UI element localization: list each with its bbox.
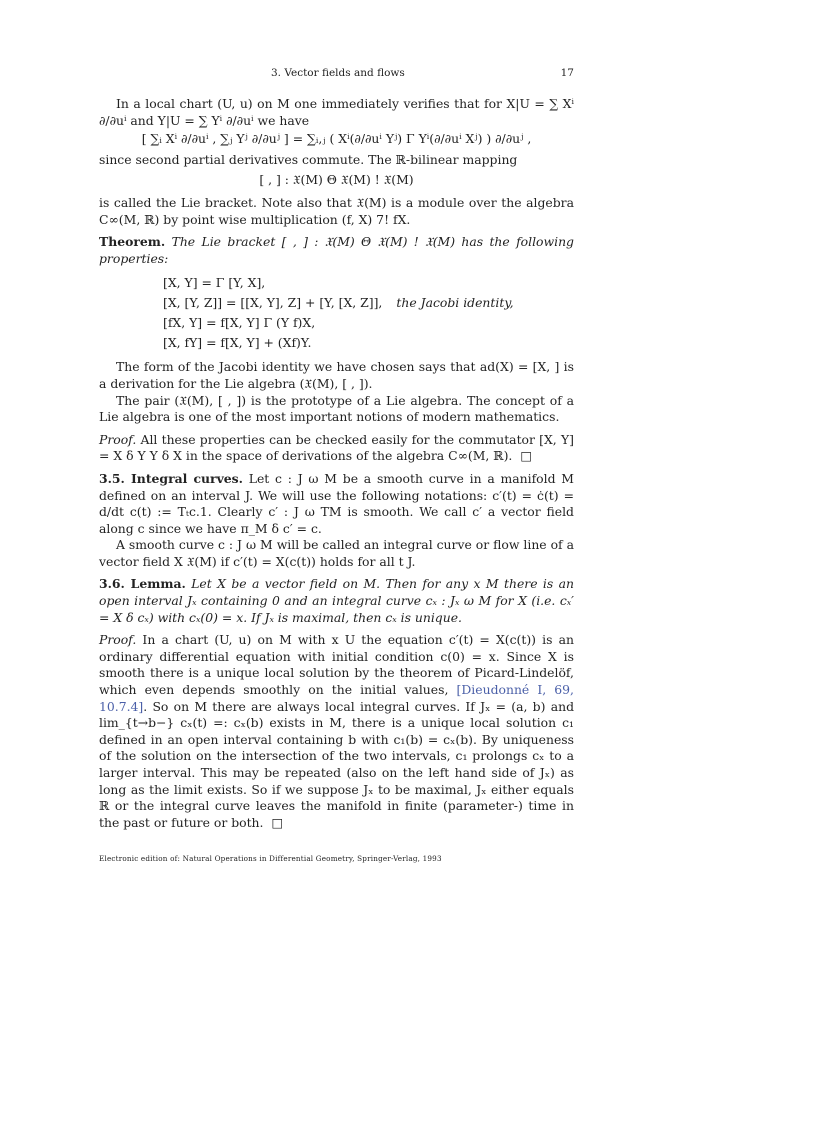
theorem-text: The Lie bracket [ , ] : 𝔛(M) Θ 𝔛(M) ! 𝔛(M) has the following properties: — [99, 234, 574, 266]
paragraph-lie-bracket: is called the Lie bracket. Note also that 𝔛(M) is a module over the algebra C∞(M, ℝ) by point wise multiplication (f, X) 7! fX. — [99, 194, 574, 227]
property-antisymmetry: [X, Y] = Γ [Y, X], — [163, 275, 266, 291]
paragraph-lie-algebra: The pair (𝔛(M), [ , ]) is the prototype of a Lie algebra. The concept of a Lie algebra is one of the most important notions of modern mathematics. — [99, 392, 574, 425]
lemma — [99, 576, 574, 626]
jacobi-formula: [X, [Y, Z]] = [[X, Y], Z] + [Y, [X, Z]], — [163, 295, 383, 311]
paragraph-integral-curve-def: A smooth curve c : J ω M will be called an integral curve or flow line of a vector field X 𝔛(M) if c′(t) = X(c(t)) holds for all t J. — [99, 537, 574, 569]
paragraph-jacobi-form: The form of the Jacobi identity we have chosen says that ad(X) = [X, ] is a derivation for the Lie algebra (𝔛(M), [ , ]). — [99, 359, 574, 391]
citation-link[interactable]: [Dieudonné I, 69, 10.7.4] — [99, 682, 574, 714]
main-text — [99, 96, 574, 831]
section-integral-curves — [99, 471, 574, 537]
proof-theorem — [99, 432, 574, 465]
proof-text-a: In a chart (U, u) on M with x U the equation c′(t) = X(c(t)) is an ordinary differential equation with initial condition c(0) = x. Since X is smooth there is a unique local solution by the theorem of Picard-Lindelöf, which even depends smoothly on the initial values, — [99, 632, 574, 698]
qed-symbol: □ — [271, 814, 284, 830]
proof-text-b: . So on M there are always local integral curves. If Jₓ = (a, b) and lim_{t→b−} cₓ(t) =: cₓ(b) exists in M, there is a unique local solution c₁ defined in an open interval containing b with c₁(b) = cₓ(b). By uniqueness of the solution on the intersection of the two intervals, c₁ prolongs cₓ to a larger interval. This may be repeated (also on the left hand side of Jₓ) as long as the limit exists. So if we suppose Jₓ to be maximal, Jₓ either equals ℝ or the integral curve leaves the manifold in finite (parameter-) time in the past or future or both. — [99, 698, 574, 830]
property-left-linearity: [fX, Y] = f[X, Y] Γ (Y f)X, — [163, 315, 316, 331]
section-text: Let c : J ω M be a smooth curve in a manifold M defined on an interval J. We will use the following notations: c′(t) = ċ(t) = d/dt c(t) := Tₜc.1. Clearly c′ : J ω TM is smooth. We call c′ a vector field along c since we have π_M δ c′ = c. — [99, 470, 574, 536]
equation-bracket-coordinates: [ ∑ᵢ Xⁱ ∂/∂uⁱ , ∑ⱼ Yʲ ∂/∂uʲ ] = ∑ᵢ,ⱼ ( Xⁱ(∂/∂uⁱ Yʲ) Γ Yⁱ(∂/∂uⁱ Xʲ) ) ∂/∂uʲ , — [141, 131, 532, 147]
theorem-label: Theorem. — [99, 234, 166, 250]
qed-symbol: □ — [520, 448, 533, 464]
section-title: 3. Vector fields and flows — [271, 67, 405, 79]
theorem — [99, 234, 574, 267]
proof-lemma — [99, 632, 574, 831]
proof-label: Proof. — [99, 632, 137, 648]
paragraph-local-chart: In a local chart (U, u) on M one immediately verifies that for X|U = ∑ Xⁱ ∂/∂uⁱ and Y|U = ∑ Yⁱ ∂/∂uⁱ we have — [99, 96, 574, 128]
property-jacobi — [163, 293, 574, 313]
paragraph-bilinear: since second partial derivatives commute. The ℝ-bilinear mapping — [99, 151, 518, 167]
theorem-properties — [163, 273, 574, 353]
jacobi-note: the Jacobi identity, — [396, 295, 514, 311]
section-heading: 3.5. Integral curves. — [99, 470, 243, 486]
lemma-label: 3.6. Lemma. — [99, 576, 186, 592]
footer: Electronic edition of: Natural Operations in Differential Geometry, Springer-Verlag, 1993 — [99, 854, 442, 863]
property-right-linearity: [X, fY] = f[X, Y] + (Xf)Y. — [163, 335, 312, 351]
page-number: 17 — [560, 67, 574, 79]
equation-bracket-map: [ , ] : 𝔛(M) Θ 𝔛(M) ! 𝔛(M) — [259, 172, 414, 188]
lemma-text: Let X be a vector field on M. Then for any x M there is an open interval Jₓ containing 0 and an integral curve cₓ : Jₓ ω M for X (i.e. cₓ′ = X δ cₓ) with cₓ(0) = x. If Jₓ is maximal, then cₓ is unique. — [99, 576, 574, 625]
proof-label: Proof. — [99, 431, 137, 447]
proof-text: All these properties can be checked easily for the commutator [X, Y] = X δ Y Y δ X in the space of derivations of the algebra C∞(M, ℝ). — [99, 431, 574, 464]
